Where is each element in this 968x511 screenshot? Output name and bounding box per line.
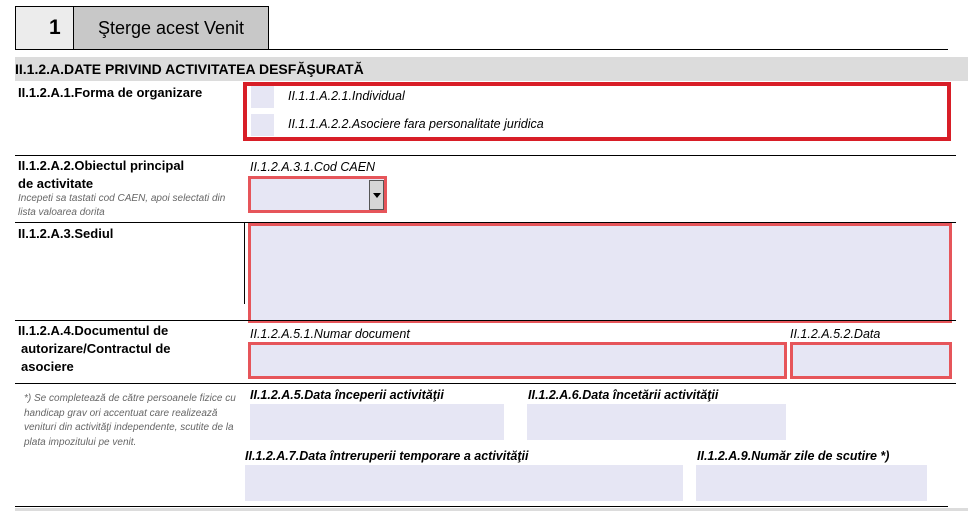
- data-incetarii-input[interactable]: [527, 404, 786, 440]
- caen-label: II.1.2.A.3.1.Cod CAEN: [250, 160, 376, 174]
- obiect-hint: Incepeti sa tastati cod CAEN, apoi selectati din lista valoarea dorita: [18, 193, 226, 218]
- data-inceperii-label: II.1.2.A.5.Data începerii activităţii: [250, 388, 444, 402]
- sediu-textarea[interactable]: [248, 223, 952, 323]
- obiect-label-line2: de activitate: [18, 176, 94, 191]
- obiect-label: II.1.2.A.2.Obiectul principal: [18, 158, 185, 173]
- forma-option-individual: II.1.1.A.2.1.Individual: [288, 89, 405, 103]
- numar-document-label: II.1.2.A.5.1.Numar document: [250, 327, 410, 341]
- scutire-note: *) Se completează de către persoanele fizice cu handicap grav ori accentuat care realizează venituri din activităţi independente, scutite de la plata impozitului pe venit.: [24, 393, 236, 448]
- section-title: II.1.2.A.DATE PRIVIND ACTIVITATEA DESFĂŞURATĂ: [15, 61, 364, 77]
- zile-scutire-label: II.1.2.A.9.Număr zile de scutire *): [697, 449, 890, 463]
- forma-label: II.1.2.A.1.Forma de organizare: [18, 85, 203, 100]
- data-intreruperii-input[interactable]: [245, 465, 683, 501]
- document-label-line3: asociere: [21, 359, 74, 374]
- forma-checkbox-individual[interactable]: [251, 86, 274, 108]
- bottom-divider: [15, 506, 948, 507]
- row-divider: [15, 320, 956, 321]
- zile-scutire-input[interactable]: [696, 465, 927, 501]
- data-intreruperii-label: II.1.2.A.7.Data întreruperii temporare a activităţii: [245, 449, 529, 463]
- sediu-column-divider: [244, 222, 245, 304]
- data-inceperii-input[interactable]: [250, 404, 504, 440]
- document-label: II.1.2.A.4.Documentul de: [18, 323, 169, 338]
- data-document-input[interactable]: [790, 342, 952, 379]
- row-divider: [15, 155, 956, 156]
- chevron-down-icon: [373, 193, 381, 198]
- document-label-line2: autorizare/Contractul de: [21, 341, 171, 356]
- data-incetarii-label: II.1.2.A.6.Data încetării activităţii: [528, 388, 719, 402]
- header-bottom-line: [15, 49, 948, 50]
- numar-document-input[interactable]: [248, 342, 787, 379]
- caen-select[interactable]: [248, 176, 387, 213]
- sediu-label: II.1.2.A.3.Sediul: [18, 226, 114, 241]
- delete-income-button-label: Şterge acest Venit: [97, 18, 245, 38]
- data-document-label: II.1.2.A.5.2.Data: [790, 327, 881, 341]
- forma-checkbox-asociere[interactable]: [251, 114, 274, 136]
- entry-number: 1: [49, 16, 61, 39]
- row-divider: [15, 383, 956, 384]
- forma-option-asociere: II.1.1.A.2.2.Asociere fara personalitate juridica: [288, 117, 544, 131]
